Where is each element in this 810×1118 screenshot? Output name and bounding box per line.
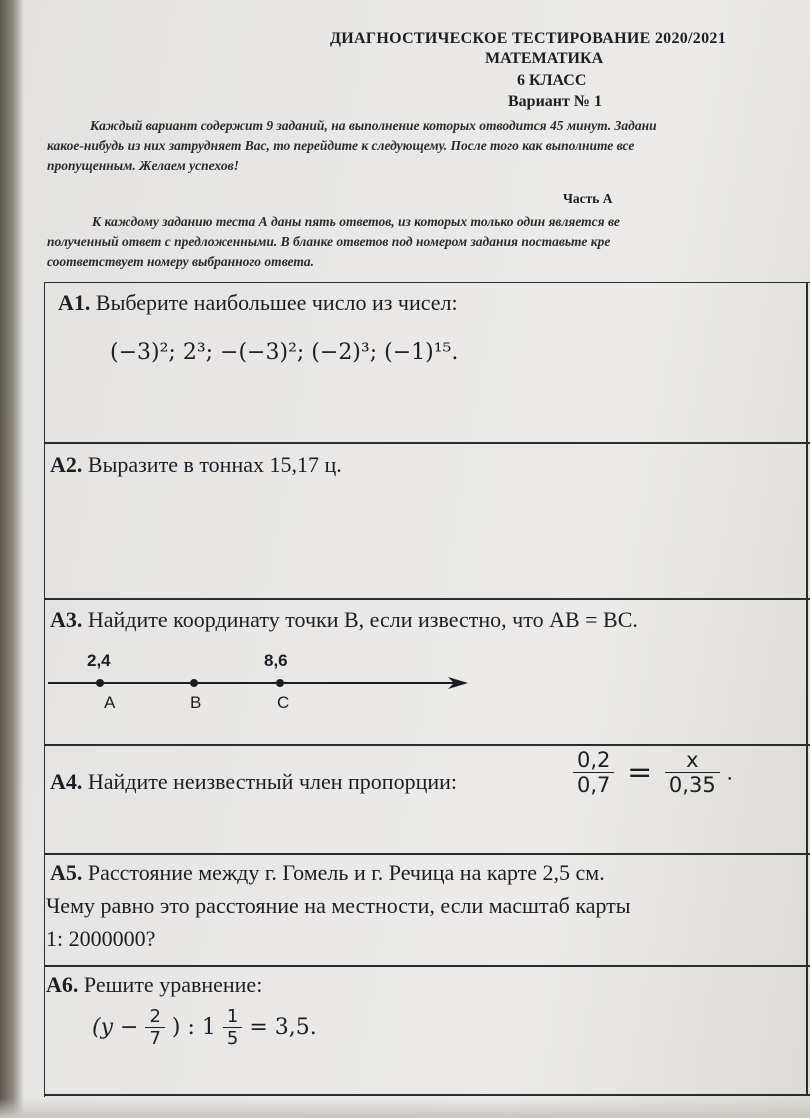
part-line-2: полученный ответ с предложенными. В бланке ответов под номером задания поставьте кре — [47, 234, 611, 249]
point-a-value: 2,4 — [87, 651, 111, 670]
task-text: Выберите наибольшее число из чисел: — [95, 290, 458, 315]
task-a1-expression: (−3)²; 2³; −(−3)²; (−2)³; (−1)¹⁵. — [110, 340, 459, 365]
point-a — [96, 679, 104, 687]
task-a5-line-2: Чему равно это расстояние на местности, если масштаб карты — [46, 893, 631, 918]
point-c-value: 8,6 — [264, 651, 288, 670]
task-a3 — [50, 607, 638, 633]
equals-sign: = — [627, 755, 653, 790]
task-number: А3. — [50, 607, 83, 632]
point-c-label: C — [277, 693, 290, 712]
task-text: Выразите в тоннах 15,17 ц. — [87, 452, 342, 477]
header-title: ДИАГНОСТИЧЕСКОЕ ТЕСТИРОВАНИЕ 2020/2021 — [330, 30, 727, 47]
task-number: А6. — [46, 972, 79, 997]
task-a2 — [50, 452, 342, 478]
number-line — [44, 670, 474, 694]
fraction-numerator: 0,2 — [573, 748, 614, 773]
fraction-two-sevenths — [145, 1006, 164, 1049]
point-a-label: A — [104, 693, 116, 712]
part-title: Часть А — [563, 191, 613, 206]
task-number: А2. — [50, 452, 83, 477]
header-grade: 6 КЛАСС — [517, 72, 587, 89]
row-divider — [44, 965, 810, 967]
table-edge-shadow — [0, 0, 24, 1118]
task-text: Найдите координату точки B, если известно, что AB = BC. — [87, 607, 638, 632]
intro-line-2: какое-нибудь из них затрудняет Вас, то перейдите к следующему. После того как выполните все — [47, 138, 635, 153]
row-divider — [44, 853, 810, 855]
task-a6-equation — [92, 1006, 317, 1049]
table-right-border — [806, 282, 808, 1096]
point-b-label: B — [190, 693, 202, 712]
period: . — [726, 760, 734, 785]
fraction-denominator: 7 — [149, 1028, 161, 1049]
fraction-right — [665, 748, 720, 797]
task-number: А1. — [58, 290, 91, 315]
fraction-denominator: 0,35 — [668, 773, 716, 797]
bottom-shadow — [0, 1098, 810, 1118]
task-a5-line-3: 1: 2000000? — [46, 926, 156, 951]
row-divider — [44, 744, 810, 746]
point-c — [276, 679, 284, 687]
fraction-one-fifth — [223, 1006, 242, 1049]
header-subject: МАТЕМАТИКА — [485, 50, 604, 67]
task-text: Найдите неизвестный член пропорции: — [87, 769, 458, 794]
equation-open: (y − — [92, 1015, 139, 1040]
row-divider — [44, 598, 810, 600]
task-number: А5. — [50, 860, 83, 885]
fraction-denominator: 5 — [226, 1028, 239, 1049]
equation-divide: ) : 1 — [171, 1015, 216, 1040]
point-b — [190, 679, 198, 687]
row-divider — [44, 1094, 810, 1096]
header-variant: Вариант № 1 — [508, 93, 602, 110]
task-a5 — [50, 860, 605, 886]
task-a4-proportion — [573, 748, 733, 797]
fraction-denominator: 0,7 — [577, 773, 611, 797]
part-line-3: соответствует номеру выбранного ответа. — [47, 254, 314, 269]
task-a4 — [50, 769, 457, 795]
task-a1 — [58, 290, 458, 316]
part-line-1: К каждому заданию теста А даны пять ответов, из которых только один является ве — [92, 214, 620, 229]
task-number: А4. — [50, 769, 83, 794]
intro-line-1: Каждый вариант содержит 9 заданий, на выполнение которых отводится 45 минут. Задани — [90, 118, 657, 133]
fraction-numerator: 1 — [223, 1006, 242, 1028]
intro-line-3: пропущенным. Желаем успехов! — [47, 158, 239, 173]
task-text: Решите уравнение: — [83, 972, 263, 997]
task-a6 — [46, 972, 262, 998]
row-divider — [44, 442, 810, 444]
fraction-numerator: 2 — [145, 1006, 164, 1028]
task-text: Расстояние между г. Гомель и г. Речица на карте 2,5 см. — [87, 860, 605, 885]
equation-result: = 3,5. — [249, 1015, 317, 1040]
fraction-numerator: x — [665, 748, 720, 773]
fraction-left — [573, 748, 614, 797]
